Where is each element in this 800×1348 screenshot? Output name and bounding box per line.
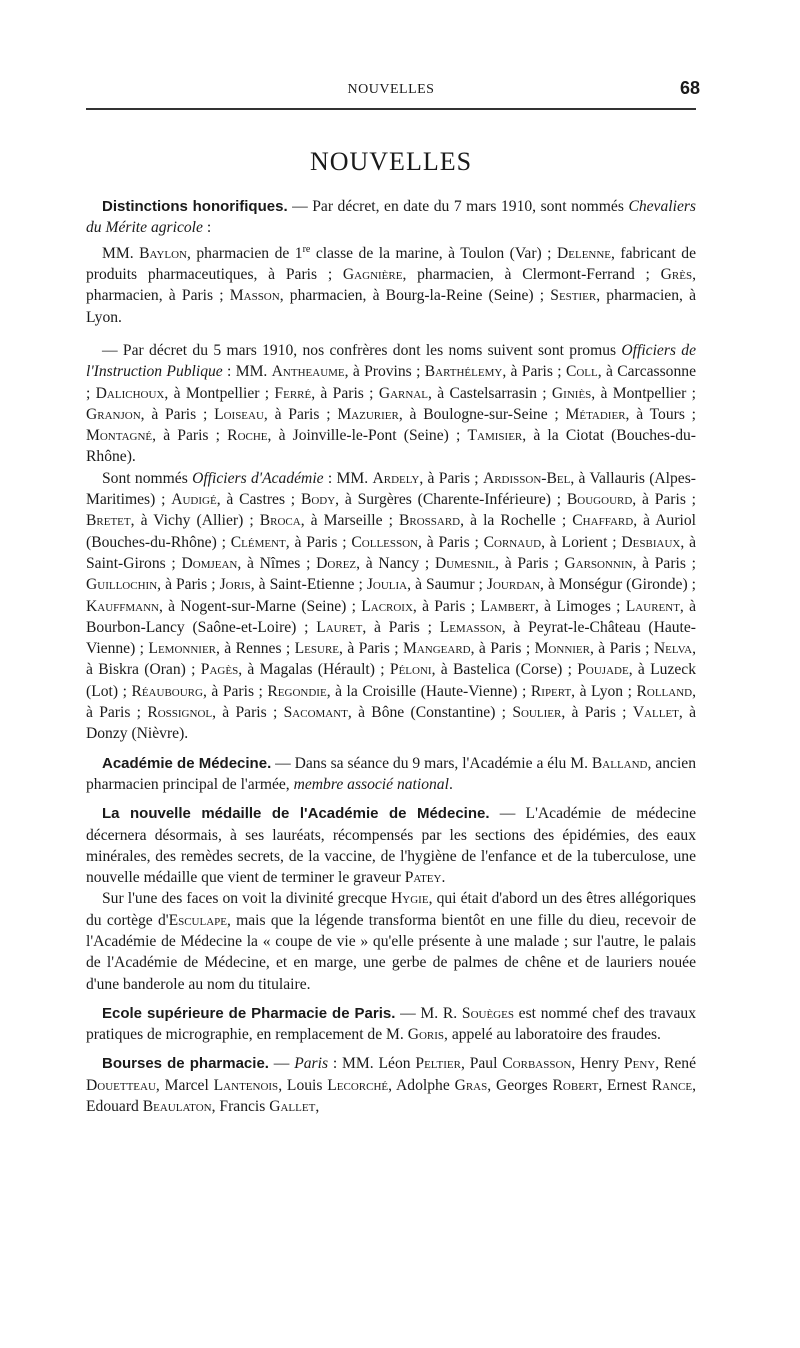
person-name: Masson [229,287,280,305]
person-name: Regondie [267,682,327,700]
text-run: , à Biskra (Oran) ; [86,640,696,679]
person-name: Chaffard [572,512,634,530]
person-name: Joris [219,576,251,594]
text-run: , [315,1098,320,1116]
text-run: , à Monségur (Gironde) ; [540,576,696,594]
text-run: , Paul [460,1055,503,1073]
text-run: , à Paris ; [339,640,403,658]
person-name: Rossignol [147,704,213,722]
person-name: Ardisson-Bel [482,469,571,487]
person-name: Péloni [389,661,432,679]
person-name: Lesure [294,640,340,658]
text-run: , à la Rochelle ; [460,512,573,530]
italic-text: Chevaliers du Mérite agricole [86,198,696,237]
text-run: , à Paris ; [285,533,352,551]
text-run: , à Lorient ; [541,533,622,551]
person-name: Delenne [557,244,612,262]
italic-text: Officiers d'Académie [192,469,324,487]
text-run: , à Nogent-sur-Marne (Seine) ; [159,597,362,615]
person-name: Lambert [480,597,536,615]
italic-text: membre associé national [293,775,449,793]
text-run: — Par décret du 5 mars 1910, nos confrères dont les noms suivent sont promus [102,341,622,359]
text-run: , à Paris ; [632,491,697,509]
section-heading: Académie de Médecine. [102,754,272,772]
italic-text: Officiers de l'Instruction Publique [86,341,696,381]
text-run: , à Nîmes ; [237,554,317,572]
text-run: , à Rennes ; [216,640,295,658]
person-name: Gras [454,1076,488,1094]
running-head-title: NOUVELLES [347,82,435,97]
text-run: classe de la marine, à Toulon (Var) ; [310,244,557,262]
text-run: , à Paris ; [418,533,484,551]
person-name: Grès [660,266,693,284]
text-run: , à Lyon ; [571,682,637,700]
person-name: Loiseau [214,405,264,423]
person-name: Audigé [171,491,217,509]
person-name: Collesson [351,533,419,551]
text-run: , Edouard [86,1076,696,1116]
text-run: , à Paris ; [311,384,379,402]
person-name: Brossard [398,512,461,530]
person-name: Ardely [372,469,420,487]
person-name: Sestier [550,287,597,305]
text-run: , Adolphe [388,1076,455,1094]
person-name: Dorez [316,554,357,572]
person-name: Granjon [86,405,141,423]
text-run: , à Magalas (Hérault) ; [238,661,390,679]
person-name: Mangeard [402,640,471,658]
text-run: , à Peyrat-le-Château (Haute-Vienne) ; [86,618,696,658]
text-run: , pharmacien, à Paris ; [86,266,696,305]
text-run: — M. R. [395,1004,462,1022]
text-run: , à Paris ; [470,640,535,658]
text-run: , à la Croisille (Haute-Vienne) ; [326,682,531,700]
text-run: , à Paris ; [495,554,565,572]
text-run: , à Joinville-le-Pont (Seine) ; [267,427,468,445]
person-name: Rolland [636,682,693,700]
text-run: , Georges [487,1076,553,1094]
paragraph [86,888,696,994]
text-run: , à Castelsarrasin ; [428,384,552,402]
text-run: : MM. [323,469,373,487]
text-run: , à Surgères (Charente-Inférieure) ; [335,491,567,509]
person-name: Esculape [168,911,227,929]
text-run: Sur l'une des faces on voit la divinité grecque [102,890,392,908]
text-run: , ancien pharmacien principal de l'armée, [86,754,697,793]
text-run: , à Luzeck (Lot) ; [86,661,697,700]
text-run: , à Paris ; [632,554,696,572]
page-title: NOUVELLES [309,147,473,176]
person-name: Garsonnin [564,554,633,572]
text-run: , à Montpellier ; [164,384,275,402]
text-run: , à Bourbon-Lancy (Saône-et-Loire) ; [86,597,697,636]
person-name: Guillochin [86,576,158,594]
text-run: , pharmacien de 1 [187,244,303,262]
text-run: , René [655,1055,696,1073]
text-run: — Par décret, en date du 7 mars 1910, sont nommés [287,198,629,215]
text-run: , à Paris ; [561,704,633,722]
person-name: Baylon [139,244,187,262]
text-run: , à Paris ; [212,704,284,722]
text-run: , mais que la légende transforma bientôt en une fille du dieu, recevoir de l'Académie de Médecine la « coupe de vie » qu'elle présente à une malade ; sur l'autre, le palais de l'Académie de Médecine, et en marge, une gerbe de palmes de chêne et de lauriers nouée d'une banderole au nom du titulaire. [86,911,696,993]
text-run: , à Limoges ; [535,597,626,615]
text-run: , à Paris ; [152,427,228,445]
text-run: , Louis [278,1076,328,1094]
text-run: . [441,869,446,887]
text-run: , à Paris ; [412,597,481,615]
text-run: , à Paris ; [263,405,338,423]
person-name: Broca [259,512,301,530]
text-run: , à Paris ; [589,640,654,658]
text-run: , à Paris ; [202,682,268,700]
text-run: , fabricant de produits pharmaceutiques, à Paris ; [86,244,697,284]
person-name: Douetteau [86,1076,156,1094]
text-run: , pharmacien, à Clermont-Ferrand ; [402,266,661,284]
person-name: Bougourd [566,491,633,509]
text-run: , à Paris ; [86,682,697,722]
person-name: Dumesnil [434,554,496,572]
person-name: Lemonnier [148,640,216,658]
person-name: Bretet [86,512,131,530]
person-name: Kauffmann [86,597,159,615]
text-run: , Henry [571,1055,624,1073]
person-name: Tamisier [467,427,523,445]
person-name: Soulier [512,704,562,722]
person-name: Clément [230,533,286,551]
person-name: Desbiaux [621,533,681,551]
page [86,76,700,1117]
section-heading: Ecole supérieure de Pharmacie de Paris. [102,1004,396,1022]
person-name: Lemasson [439,618,502,636]
person-name: Sacomant [283,704,348,722]
text-run: , pharmacien, à Bourg-la-Reine (Seine) ; [279,287,551,305]
header-rule [86,108,696,110]
text-run: , Francis [211,1098,270,1116]
text-run: — L'Académie de médecine décernera désormais, à ses lauréats, récompensés par les sections des épidémies, des eaux minérales, des remèdes secrets, de la vaccine, de l'hygiène de l'enfance et de la tuberculose, une nouvelle médaille que vient de terminer le graveur [86,805,696,887]
person-name: Métadier [565,405,626,423]
paragraph [86,196,696,239]
person-name: Gagnière [342,266,403,284]
text-run: , à Auriol (Bouches-du-Rhône) ; [86,512,697,551]
text-run: : MM. [222,363,272,381]
person-name: Lacroix [361,597,413,615]
person-name: Jourdan [486,576,541,594]
text-run: , à Paris ; [419,469,483,487]
person-name: Rance [651,1076,693,1094]
person-name: Mazurier [337,405,399,423]
text-run: : [202,219,212,237]
text-run: . [448,775,453,793]
text-run: , qui était d'abord un des êtres allégoriques du cortège d' [86,890,697,929]
running-head [86,76,700,106]
person-name: Peny [623,1055,656,1073]
person-name: Domjean [181,554,238,572]
person-name: Peltier [415,1055,461,1073]
paragraph [86,340,696,468]
text-run: , à Paris ; [157,576,220,594]
text-run: , à Paris ; [140,405,215,423]
person-name: Lecorché [327,1076,389,1094]
text-run: , à Saint-Etienne ; [250,576,367,594]
person-name: Monnier [534,640,590,658]
text-run: est nommé chef des travaux pratiques de micrographie, en remplacement de M. [86,1004,696,1044]
person-name: Robert [552,1076,599,1094]
person-name: Gallet [269,1098,316,1116]
person-name: Hygie [391,890,429,908]
person-name: Body [300,491,336,509]
page-number: 68 [679,78,700,98]
text-run: , à Saint-Girons ; [86,533,696,572]
person-name: Dalichoux [95,384,165,402]
text-run: , Marcel [155,1076,214,1094]
paragraph [86,1053,696,1117]
text-run: , à Donzy (Nièvre). [86,704,697,743]
text-run: , à Marseille ; [300,512,399,530]
text-run: , à Provins ; [344,363,425,381]
paragraph [86,803,696,888]
person-name: Garnal [378,384,428,402]
person-name: Antheaume [271,363,345,381]
text-run: , à Paris ; [502,363,566,381]
person-name: Balland [591,754,648,772]
person-name: Souèges [461,1004,514,1022]
person-name: Vallet [632,704,679,722]
person-name: Joulia [366,576,408,594]
section-heading: Bourses de pharmacie. [102,1055,269,1073]
text-run: , à Vallauris (Alpes-Maritimes) ; [86,469,696,509]
text-run: , à Montpellier ; [591,384,697,402]
paragraph [86,753,696,796]
text-run: , à Nancy ; [356,554,435,572]
person-name: Giniès [551,384,592,402]
text-run: , à la Ciotat (Bouches-du-Rhône). [86,427,696,466]
section-heading: La nouvelle médaille de l'Académie de Médecine. [102,805,490,823]
text-run: , appelé au laboratoire des fraudes. [444,1026,661,1044]
italic-text: Paris [294,1055,329,1073]
text-run: — Dans sa séance du 9 mars, l'Académie a élu M. [271,754,592,772]
text-run: , à Paris ; [362,618,440,636]
person-name: Laurent [625,597,680,615]
text-run: , pharmacien, à Lyon. [86,287,697,326]
text-run: MM. [102,244,140,262]
person-name: Lauret [316,618,363,636]
text-run: , à Vichy (Allier) ; [130,512,260,530]
person-name: Cornaud [483,533,542,551]
person-name: Poujade [577,661,629,679]
article-body [86,196,696,1117]
text-run: , Ernest [598,1076,652,1094]
person-name: Patey [404,869,442,887]
person-name: Ripert [530,682,572,700]
text-run: , à Castres ; [216,491,301,509]
text-run: : MM. Léon [328,1055,416,1073]
person-name: Réaubourg [131,682,203,700]
person-name: Beaulaton [142,1098,212,1116]
text-run: , à Saumur ; [407,576,487,594]
text-run: — [268,1055,295,1073]
person-name: Lantenois [213,1076,279,1094]
paragraph [86,1003,696,1046]
text-run: , à Bastelica (Corse) ; [431,661,578,679]
person-name: Montagné [86,427,153,445]
person-name: Pagès [200,661,239,679]
person-name: Nelva [653,640,693,658]
paragraph [86,239,696,328]
superscript: re [302,243,311,255]
person-name: Ferré [274,384,312,402]
text-run: , à Tours ; [625,405,696,423]
text-run: , à Carcassonne ; [86,363,696,402]
text-run: , à Bône (Constantine) ; [347,704,513,722]
text-run: , à Boulogne-sur-Seine ; [398,405,566,423]
person-name: Corbasson [502,1055,572,1073]
section-heading: Distinctions honorifiques. [102,198,288,215]
person-name: Goris [407,1026,445,1044]
paragraph [86,468,696,745]
text-run: Sont nommés [102,469,193,487]
person-name: Barthélemy [424,363,503,381]
person-name: Roche [227,427,268,445]
person-name: Coll [565,363,598,381]
